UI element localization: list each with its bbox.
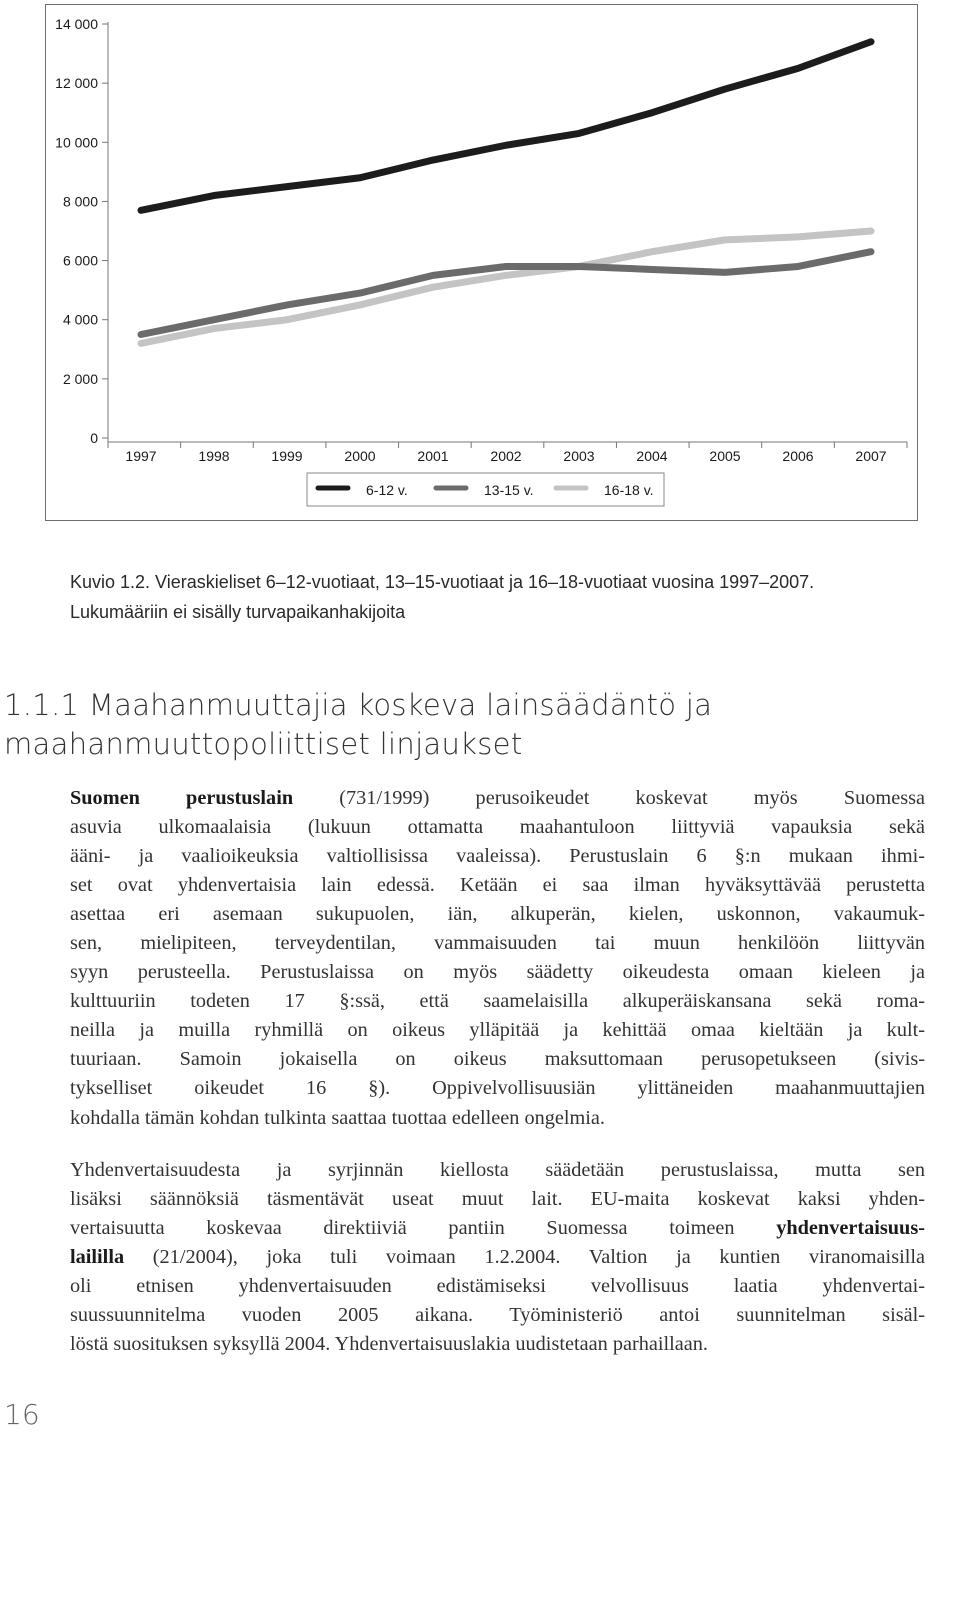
caption-line-1: Kuvio 1.2. Vieraskieliset 6–12-vuotiaat, 13–15-vuotiaat ja 16–18-vuotiaat vuosina 1997–2007. <box>70 572 815 592</box>
legend-label: 6-12 v. <box>366 482 408 498</box>
x-tick-label: 1999 <box>271 448 303 464</box>
x-tick-label: 2005 <box>709 448 741 464</box>
legend-label: 13-15 v. <box>484 482 534 498</box>
x-tick-label: 2003 <box>563 448 595 464</box>
paragraph-line: Yhdenvertaisuudesta ja syrjinnän kiellosta säädetään perustuslaissa, mutta sen <box>70 1159 925 1181</box>
paragraph-line: ääni- ja vaalioikeuksia valtiollisissa vaaleissa). Perustuslain 6 §:n mukaan ihmi- <box>70 845 925 868</box>
paragraph-line: suussuunnitelma vuoden 2005 aikana. Työministeriö antoi suunnitelman sisäl- <box>70 1304 925 1327</box>
paragraph-line: neilla ja muilla ryhmillä on oikeus ylläpitää ja kehittää omaa kieltään ja kult- <box>70 1019 925 1042</box>
y-tick-label: 8 000 <box>62 193 98 210</box>
paragraph-text: (731/1999) perusoikeudet koskevat myös Suomessa <box>293 787 925 809</box>
paragraph-line: oli etnisen yhdenvertaisuuden edistämiseksi velvollisuus laatia yhdenvertai- <box>70 1275 925 1298</box>
x-tick-label: 2006 <box>782 448 814 464</box>
y-tick-label: 14 000 <box>55 16 98 32</box>
bold-term: Suomen perustuslain <box>70 787 294 809</box>
y-tick-label: 4 000 <box>62 311 98 328</box>
y-tick-label: 0 <box>90 430 98 446</box>
y-axis-ticks <box>55 16 108 446</box>
caption-line-2: Lukumääriin ei sisälly turvapaikanhakijoita <box>70 602 406 622</box>
paragraph-text: vertaisuutta koskevaa direktiiviä pantiin Suomessa toimeen <box>70 1217 777 1240</box>
paragraph-line <box>70 784 925 813</box>
line-chart <box>0 0 960 530</box>
legend <box>318 482 654 498</box>
paragraph-line: syyn perusteella. Perustuslaissa on myös säädetty oikeudesta omaan kieleen ja <box>70 961 925 984</box>
heading-line-2: maahanmuuttopoliittiset linjaukset <box>4 727 523 761</box>
y-tick-label: 10 000 <box>55 134 98 151</box>
paragraph-line: lisäksi säännöksiä täsmentävät useat muut lait. EU-maita koskevat kaksi yhden- <box>70 1188 925 1211</box>
series-line-1 <box>141 42 871 211</box>
x-tick-label: 2000 <box>344 448 376 464</box>
paragraph-line: asettaa eri asemaan sukupuolen, iän, alkuperän, kielen, uskonnon, vakaumuk- <box>70 903 925 926</box>
y-tick-label: 12 000 <box>55 75 98 92</box>
x-tick-label: 2002 <box>490 448 522 464</box>
y-tick-label: 6 000 <box>62 252 98 269</box>
bold-term: laililla <box>70 1246 125 1269</box>
paragraph-line: löstä suosituksen syksyllä 2004. Yhdenvertaisuuslakia uudistetaan parhaillaan. <box>70 1333 708 1356</box>
series-line-3 <box>141 231 871 343</box>
x-axis-ticks <box>108 442 907 464</box>
body-paragraph-2 <box>70 1156 925 1359</box>
x-tick-label: 1997 <box>125 448 157 464</box>
paragraph-line: kohdalla tämän kohdan tulkinta saattaa tuottaa edelleen ongelmia. <box>70 1106 606 1129</box>
paragraph-line: asuvia ulkomaalaisia (lukuun ottamatta maahantuloon liittyviä vapauksia sekä <box>70 816 925 839</box>
paragraph-line: sen, mielipiteen, terveydentilan, vammaisuuden tai muun henkilöön liittyvän <box>70 932 925 955</box>
paragraph-line: kulttuuriin todeten 17 §:ssä, että saamelaisilla alkuperäiskansana sekä roma- <box>70 990 925 1013</box>
x-tick-label: 2004 <box>636 448 668 464</box>
body-paragraph-1 <box>70 784 925 1133</box>
paragraph-line: tuuriaan. Samoin jokaisella on oikeus maksuttomaan perusopetukseen (sivis- <box>70 1048 925 1071</box>
heading-line-1: 1.1.1 Maahanmuuttajia koskeva lainsäädäntö ja <box>4 688 713 722</box>
figure-caption <box>70 567 940 627</box>
bold-term: yhdenvertaisuus- <box>776 1217 925 1240</box>
paragraph-line <box>70 1243 925 1272</box>
paragraph-text: (21/2004), joka tuli voimaan 1.2.2004. Valtion ja kuntien viranomaisilla <box>124 1246 925 1269</box>
paragraph-line: tykselliset oikeudet 16 §). Oppivelvollisuusiän ylittäneiden maahanmuuttajien <box>70 1077 925 1100</box>
paragraph-line <box>70 1214 925 1243</box>
x-tick-label: 2007 <box>855 448 887 464</box>
page-number: 16 <box>4 1398 40 1431</box>
x-tick-label: 1998 <box>198 448 230 464</box>
x-tick-label: 2001 <box>417 448 449 464</box>
y-tick-label: 2 000 <box>62 370 98 387</box>
paragraph-line: set ovat yhdenvertaisia lain edessä. Ketään ei saa ilman hyväksyttävää perustetta <box>70 874 925 897</box>
legend-label: 16-18 v. <box>604 482 654 498</box>
section-heading <box>4 686 954 764</box>
series-lines <box>141 42 871 344</box>
